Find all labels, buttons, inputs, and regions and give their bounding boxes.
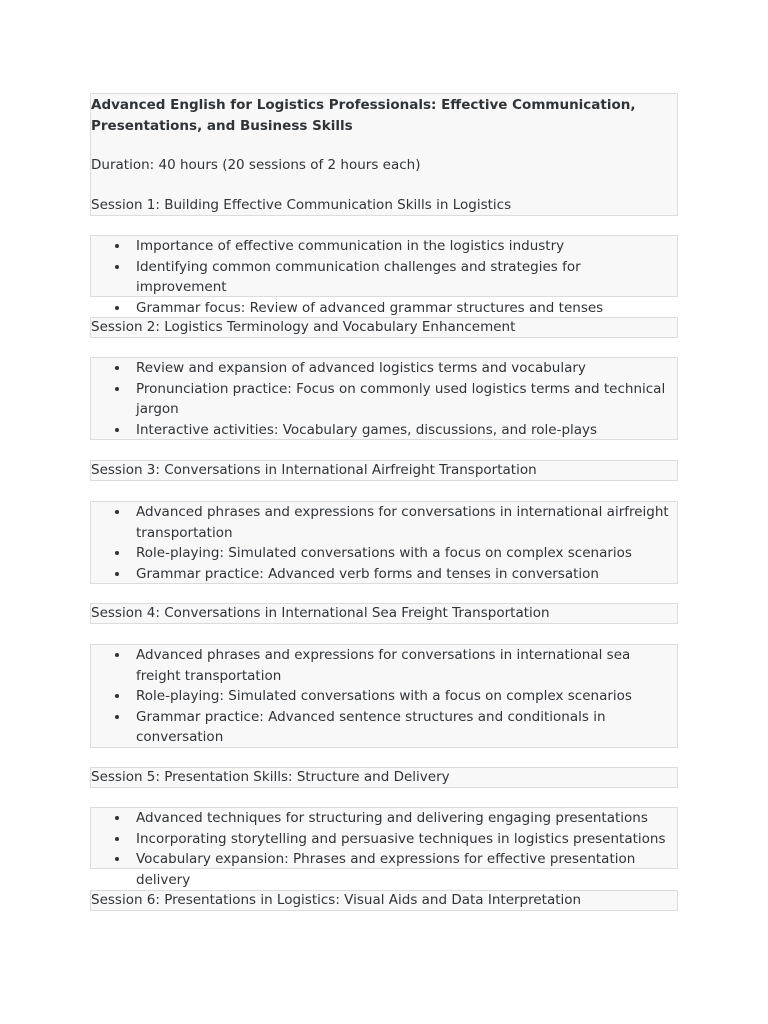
list-item: Advanced techniques for structuring and delivering engaging presentations <box>91 808 677 829</box>
document-title: Advanced English for Logistics Professionals: Effective Communication, Presentations, and Business Skills <box>91 97 636 134</box>
session-title-5: Session 5: Presentation Skills: Structure and Delivery <box>90 767 678 788</box>
list-item: Grammar practice: Advanced sentence structures and conditionals in conversation <box>91 707 677 748</box>
session-1-topics <box>90 235 678 316</box>
session-2-topics <box>90 357 678 440</box>
list-item: Review and expansion of advanced logistics terms and vocabulary <box>91 358 677 379</box>
session-title-1: Session 1: Building Effective Communication Skills in Logistics <box>91 197 512 213</box>
session-title-6: Session 6: Presentations in Logistics: Visual Aids and Data Interpretation <box>90 890 678 911</box>
list-item: Identifying common communication challenges and strategies for improvement <box>91 257 677 298</box>
session-title-2: Session 2: Logistics Terminology and Vocabulary Enhancement <box>90 317 678 338</box>
session-title-4: Session 4: Conversations in International Sea Freight Transportation <box>90 603 678 624</box>
session-4-topics <box>90 644 678 748</box>
list-item: Grammar focus: Review of advanced grammar structures and tenses <box>91 298 677 319</box>
list-item: Role-playing: Simulated conversations with a focus on complex scenarios <box>91 686 677 707</box>
session-title-3: Session 3: Conversations in International Airfreight Transportation <box>90 460 678 481</box>
list-item: Grammar practice: Advanced verb forms and tenses in conversation <box>91 564 677 585</box>
list-item: Advanced phrases and expressions for conversations in international airfreight transportation <box>91 502 677 543</box>
list-item: Importance of effective communication in the logistics industry <box>91 236 677 257</box>
document-header <box>90 93 678 216</box>
session-5-topics <box>90 807 678 888</box>
list-item: Incorporating storytelling and persuasive techniques in logistics presentations <box>91 829 677 850</box>
list-item: Role-playing: Simulated conversations with a focus on complex scenarios <box>91 543 677 564</box>
list-item: Interactive activities: Vocabulary games, discussions, and role-plays <box>91 420 677 441</box>
session-3-topics <box>90 501 678 584</box>
list-item: Advanced phrases and expressions for conversations in international sea freight transportation <box>91 645 677 686</box>
list-item: Pronunciation practice: Focus on commonly used logistics terms and technical jargon <box>91 379 677 420</box>
list-item: Vocabulary expansion: Phrases and expressions for effective presentation delivery <box>91 849 677 890</box>
course-duration: Duration: 40 hours (20 sessions of 2 hours each) <box>91 157 421 173</box>
